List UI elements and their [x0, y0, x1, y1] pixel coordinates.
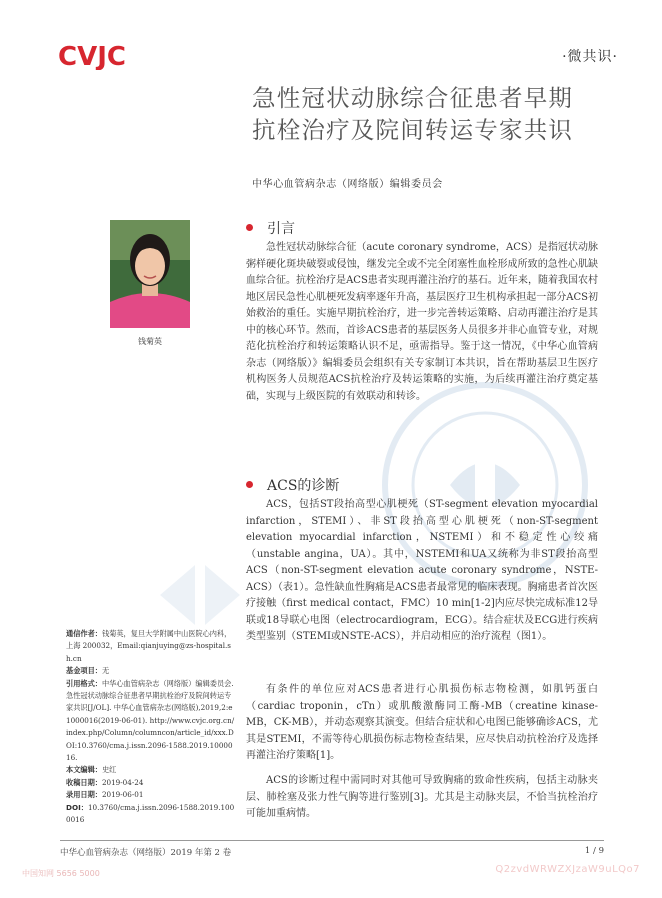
diagnosis-paragraph-1: ACS，包括ST段抬高型心肌梗死（ST-segment elevation myocardial infarction，STEMI）、非ST段抬高型心肌梗死（non-ST-segment elevation myocardial infarction，NSTEMI）和不稳定性心绞痛（unstable angina，UA）。其中，NSTEMI和UA又统称为非ST段抬高型ACS（non-ST-segment elevation acute coronary syndrome，NSTE-ACS）（表1）。急性缺血性胸痛是ACS患者最常见的临床表现。胸痛患者首次医疗接触（first medical contact，FMC）10 min[1-2]内应尽快完成标准12导联或18导联心电图（electrocardiogram，ECG）。结合症状及ECG进行疾病类型鉴别（STEMI或NSTE-ACS），并启动相应的治疗流程（图1）。 [246, 499, 598, 642]
title-line-1: 急性冠状动脉综合征患者早期 [252, 84, 574, 112]
background-watermark [150, 555, 250, 635]
footer-journal: 中华心血管病杂志（网络版）2019 年第 2 卷 [60, 848, 232, 858]
section-heading-diagnosis: ACS的诊断 [246, 475, 339, 495]
photo-caption: 钱菊英 [138, 337, 162, 346]
bullet-icon [246, 481, 253, 488]
column-tag: ·微共识· [562, 49, 618, 65]
corresponding-author: 通信作者：钱菊英，复旦大学附属中山医院心内科，上海 200032，Email:qianjuying@zs-hospital.sh.cn [66, 629, 232, 663]
editor: 本文编辑：史红 [66, 765, 117, 775]
section-heading-intro: 引言 [246, 218, 295, 238]
funding: 基金项目：无 [66, 666, 110, 676]
footer-divider [60, 840, 604, 841]
received-date: 收稿日期：2019-04-24 [66, 777, 144, 787]
logo-text: CVJC [58, 42, 126, 70]
diagnosis-paragraph-2: 有条件的单位应对ACS患者进行心肌损伤标志物检测，如肌钙蛋白（cardiac troponin，cTn）或肌酸激酶同工酶-MB（creatine kinase-MB，CK-MB），并动态观察其演变。但结合症状和心电图已能够确诊ACS，尤其是STEMI，不需等待心肌损伤标志物检查结果，应尽快启动抗栓治疗及选择再灌注治疗策略[1]。 [246, 684, 598, 761]
citation: 引用格式：中华心血管病杂志（网络版）编辑委员会. 急性冠状动脉综合征患者早期抗栓治疗及院间转运专家共识[J/OL]. 中华心血管病杂志(网络版),2019,2:e1000016(2019-06-01). http://www.cvjc.org.cn/index.php/Column/columncon/article_id/xxx.DOI:10.3760/cma.j.issn.2096-1588.2019.1000016. [66, 678, 235, 763]
article-authors: 中华心血管病杂志（网络版）编辑委员会 [252, 179, 443, 190]
bullet-icon [246, 224, 253, 231]
accepted-date: 录用日期：2019-06-01 [66, 790, 144, 800]
cvjc-logo [58, 42, 150, 70]
page-number: 1 / 9 [584, 846, 604, 856]
article-metadata [66, 628, 236, 827]
intro-paragraph: 急性冠状动脉综合征（acute coronary syndrome，ACS）是指冠状动脉粥样硬化斑块破裂或侵蚀，继发完全或不完全闭塞性血栓形成所致的急性心肌缺血综合征。抗栓治疗是ACS患者实现再灌注治疗的基石。近年来，随着我国农村地区居民急性心肌梗死发病率逐年升高，基层医疗卫生机构承担起一部分ACS初始救治的重任。实施早期抗栓治疗，进一步完善转运策略、启动再灌注治疗是其中的核心环节。然而，首诊ACS患者的基层医务人员很多并非心血管专业，对规范化抗栓治疗和转运策略认识不足，亟需指导。鉴于这一情况，《中华心血管病杂志（网络版）》编辑委员会组织有关专家制订本共识，旨在帮助基层卫生医疗机构医务人员规范ACS抗栓治疗及转运策略的实施，为后续再灌注治疗奠定基础，实现与上级医院的有效联动和转诊。 [246, 242, 598, 402]
title-line-2: 抗栓治疗及院间转运专家共识 [252, 116, 574, 144]
diagnosis-paragraph-3: ACS的诊断过程中需同时对其他可导致胸痛的致命性疾病，包括主动脉夹层、肺栓塞及张力性气胸等进行鉴别[3]。尤其是主动脉夹层，不恰当抗栓治疗可能加重病情。 [246, 775, 598, 819]
article-title [252, 82, 632, 146]
cnki-stamp: 中国知网 5656 5000 [22, 869, 100, 878]
author-photo [110, 220, 190, 328]
doi: DOI：10.3760/cma.j.issn.2096-1588.2019.1000016 [66, 802, 235, 825]
watermark-code: Q2zvdWRWZXJzaW9uLQo7 [495, 864, 640, 875]
